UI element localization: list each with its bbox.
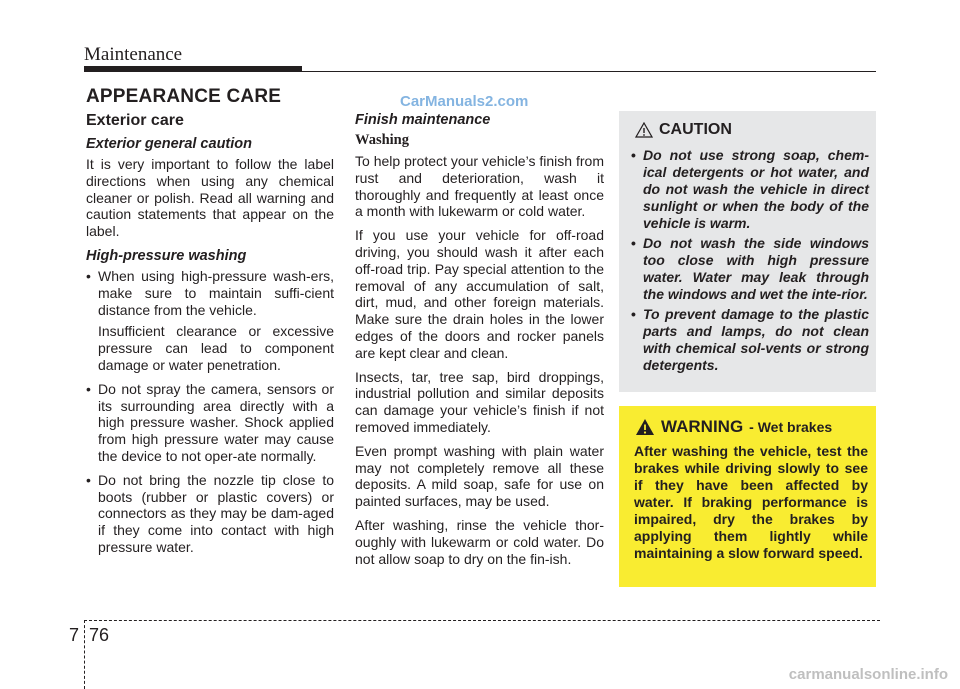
washing-heading: Washing	[355, 132, 409, 148]
high-pressure-list	[86, 268, 334, 556]
high-pressure-subheading: High-pressure washing	[86, 247, 247, 264]
warning-title: WARNING	[661, 417, 744, 436]
list-item	[86, 268, 334, 374]
finish-maintenance-subheading: Finish maintenance	[355, 112, 491, 128]
caution-title: CAUTION	[659, 121, 732, 138]
header-title: Maintenance	[84, 44, 183, 65]
caution-item: • To prevent damage to the plastic parts and lamps, do not clean with chemical sol-vents or strong detergents.	[631, 306, 869, 374]
washing-paragraph: To help protect your vehicle’s finish from rust and deterioration, wash it thoroughly and frequently at least once a month with lukewarm or cold water.	[355, 153, 604, 220]
caution-item: • Do not use strong soap, chem-ical detergents or hot water, and do not wash the vehicle in direct sunlight or when the body of the vehicle is warm.	[631, 147, 869, 232]
washing-paragraph: Even prompt washing with plain water may not completely remove all these deposits. A mild soap, safe for use on painted surfaces, may be used.	[355, 442, 604, 510]
middle-column	[355, 112, 604, 574]
caution-header	[635, 121, 732, 139]
footer-watermark: carmanualsonline.info	[788, 666, 948, 683]
warning-triangle-icon	[635, 418, 655, 436]
caution-list	[631, 147, 869, 377]
list-item: • Do not bring the nozzle tip close to boots (rubber or plastic covers) or connectors as they may be dam-aged if they come into contact with high pressure water.	[86, 472, 334, 556]
section-title: APPEARANCE CARE	[86, 86, 282, 107]
header-bar	[84, 66, 302, 72]
footer-divider	[84, 620, 85, 689]
watermark: CarManuals2.com	[400, 93, 529, 110]
caution-box	[619, 111, 876, 392]
left-column	[86, 112, 334, 563]
caution-item: • Do not wash the side windows too close with high pressure water. Water may leak through the windows and wet the inte-rior.	[631, 235, 869, 303]
washing-paragraph: Insects, tar, tree sap, bird droppings, industrial pollution and similar deposits can damage your vehicle’s finish if not removed immediately.	[355, 368, 604, 435]
page-number: 76	[89, 625, 110, 645]
exterior-care-heading: Exterior care	[86, 112, 184, 129]
footer-rule	[84, 620, 880, 621]
caution-triangle-icon	[635, 122, 653, 138]
list-item-extra: Insufficient clearance or excessive pressure can lead to component damage or water penetration.	[98, 323, 334, 373]
warning-subtitle: - Wet brakes	[749, 419, 833, 435]
exterior-caution-paragraph: It is very important to follow the label directions when using any chemical cleaner or polish. Read all warning and caution statements that appear on the label.	[86, 156, 334, 240]
washing-paragraph: After washing, rinse the vehicle thor-oughly with lukewarm or cold water. Do not allow soap to dry on the fin-ish.	[355, 516, 604, 567]
header-rule	[302, 71, 876, 72]
warning-text: After washing the vehicle, test the brakes while driving slowly to see if they have been affected by water. If braking performance is impaired, dry the brakes by applying them lightly while maintaining a slow forward speed.	[634, 443, 868, 561]
washing-paragraph: If you use your vehicle for off-road driving, you should wash it after each off-road trip. Pay special attention to the removal of any accumulation of salt, dirt, mud, and other foreign materials. Make sure the drain holes in the lower edges of the doors and rocker panels are kept clear and clean.	[355, 227, 604, 361]
list-item-text: When using high-pressure wash-ers, make sure to maintain suffi-cient distance from the vehicle.	[98, 267, 334, 318]
warning-header	[635, 417, 832, 437]
chapter-number: 7	[69, 625, 80, 645]
warning-box	[619, 406, 876, 587]
list-item: • Do not spray the camera, sensors or its surrounding area directly with a high pressure washer. Shock applied from high pressure water may cause the device to not oper-ate normally.	[86, 381, 334, 465]
exterior-caution-subheading: Exterior general caution	[86, 136, 252, 152]
